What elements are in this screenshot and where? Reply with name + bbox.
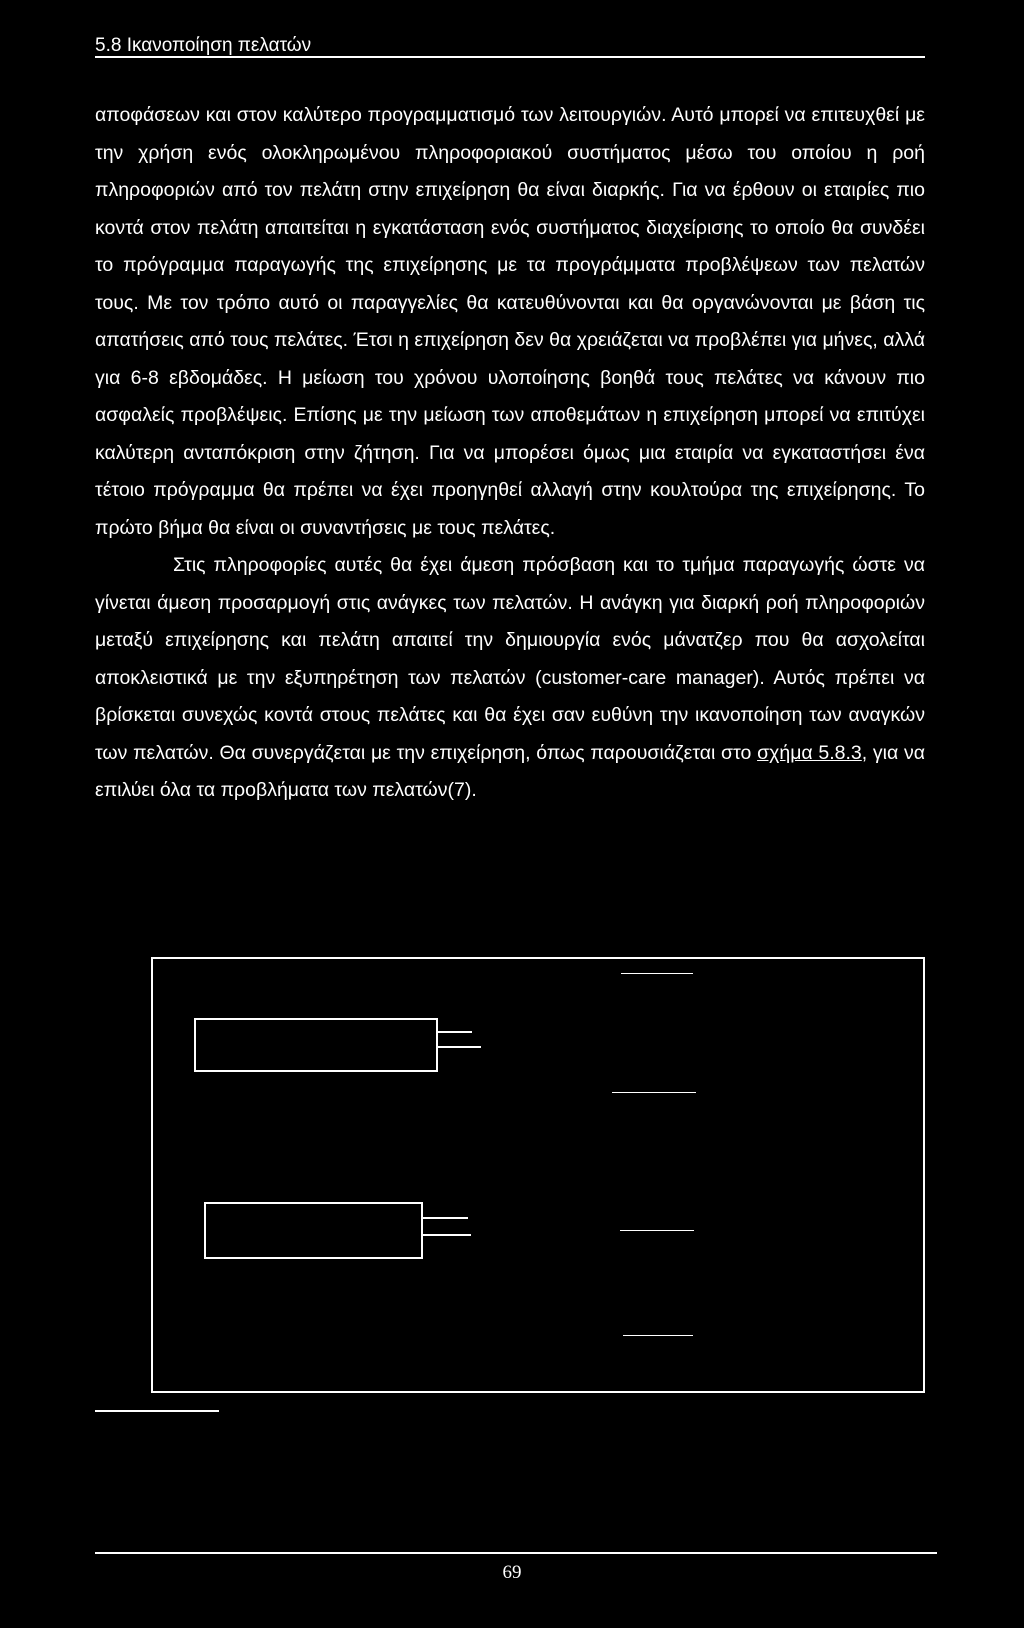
paragraph-2-start: Στις πληροφορίες αυτές θα έχει άμεση πρόσβαση και το τμήμα παραγωγής ώστε να γίνεται άμεση προσαρμογή στις ανάγκες των πελατών. Η ανάγκη για διαρκή ροή πληροφοριών μεταξύ επιχείρησης και πελάτη απαιτεί την δημιουργία ενός μάνατζερ που θα ασχολείται αποκλειστικά με την εξυπηρέτηση των πελατών (customer-care manager). Αυτός πρέπει να βρίσκεται συνεχώς κοντά στους πελάτες και θα έχει σαν ευθύνη την ικανοποίηση των αναγκών των πελατών. Θα συνεργάζεται με την επιχείρηση, όπως παρουσιάζεται στο	[95, 554, 925, 764]
figure-connector-upper-2	[436, 1046, 481, 1048]
body-text	[95, 97, 925, 810]
footnote-rule	[95, 1410, 219, 1412]
footer-rule	[95, 1552, 937, 1554]
paragraph-2	[95, 547, 925, 810]
figure-line-lower-right	[620, 1230, 694, 1231]
page-number: 69	[502, 1562, 522, 1583]
figure-5-8-3	[151, 957, 925, 1393]
header-rule	[95, 56, 925, 58]
figure-line-middle	[612, 1092, 696, 1093]
figure-line-top	[621, 973, 693, 974]
figure-reference-link[interactable]: σχήμα 5.8.3	[757, 741, 862, 764]
figure-line-bottom	[623, 1335, 693, 1336]
figure-box-upper	[194, 1018, 438, 1072]
paragraph-1: αποφάσεων και στον καλύτερο προγραμματισμό των λειτουργιών. Αυτό μπορεί να επιτευχθεί με την χρήση ενός ολοκληρωμένου πληροφοριακού συστήματος μέσω του οποίου η ροή πληροφοριών από τον πελάτη στην επιχείρηση θα είναι διαρκής. Για να έρθουν οι εταιρίες πιο κοντά στον πελάτη απαιτείται η εγκατάσταση ενός συστήματος διαχείρισης το οποίο θα συνδέει το πρόγραμμα παραγωγής της επιχείρησης με τα προγράμματα προβλέψεων των πελατών τους. Με τον τρόπο αυτό οι παραγγελίες θα κατευθύνονται και θα οργανώνονται με βάση τις απατήσεις από τους πελάτες. Έτσι η επιχείρηση δεν θα χρειάζεται να προβλέπει για μήνες, αλλά για 6-8 εβδομάδες. Η μείωση του χρόνου υλοποίησης βοηθά τους πελάτες να κάνουν πιο ασφαλείς προβλέψεις. Επίσης με την μείωση των αποθεμάτων η επιχείρηση μπορεί να επιτύχει καλύτερη ανταπόκριση στην ζήτηση. Για να μπορέσει όμως μια εταιρία να εγκαταστήσει ένα τέτοιο πρόγραμμα θα πρέπει να έχει προηγηθεί αλλαγή στην κουλτούρα της επιχείρησης. Το πρώτο βήμα θα είναι οι συναντήσεις με τους πελάτες.	[95, 104, 925, 539]
figure-connector-upper-1	[436, 1031, 472, 1033]
figure-connector-lower-2	[421, 1234, 471, 1236]
paragraph-2-end: , για να επιλύει όλα τα προβλήματα των πελατών(7).	[95, 741, 925, 801]
figure-connector-lower-1	[421, 1217, 468, 1219]
figure-box-lower	[204, 1202, 423, 1259]
section-header: 5.8 Ικανοποίηση πελατών	[95, 35, 312, 56]
